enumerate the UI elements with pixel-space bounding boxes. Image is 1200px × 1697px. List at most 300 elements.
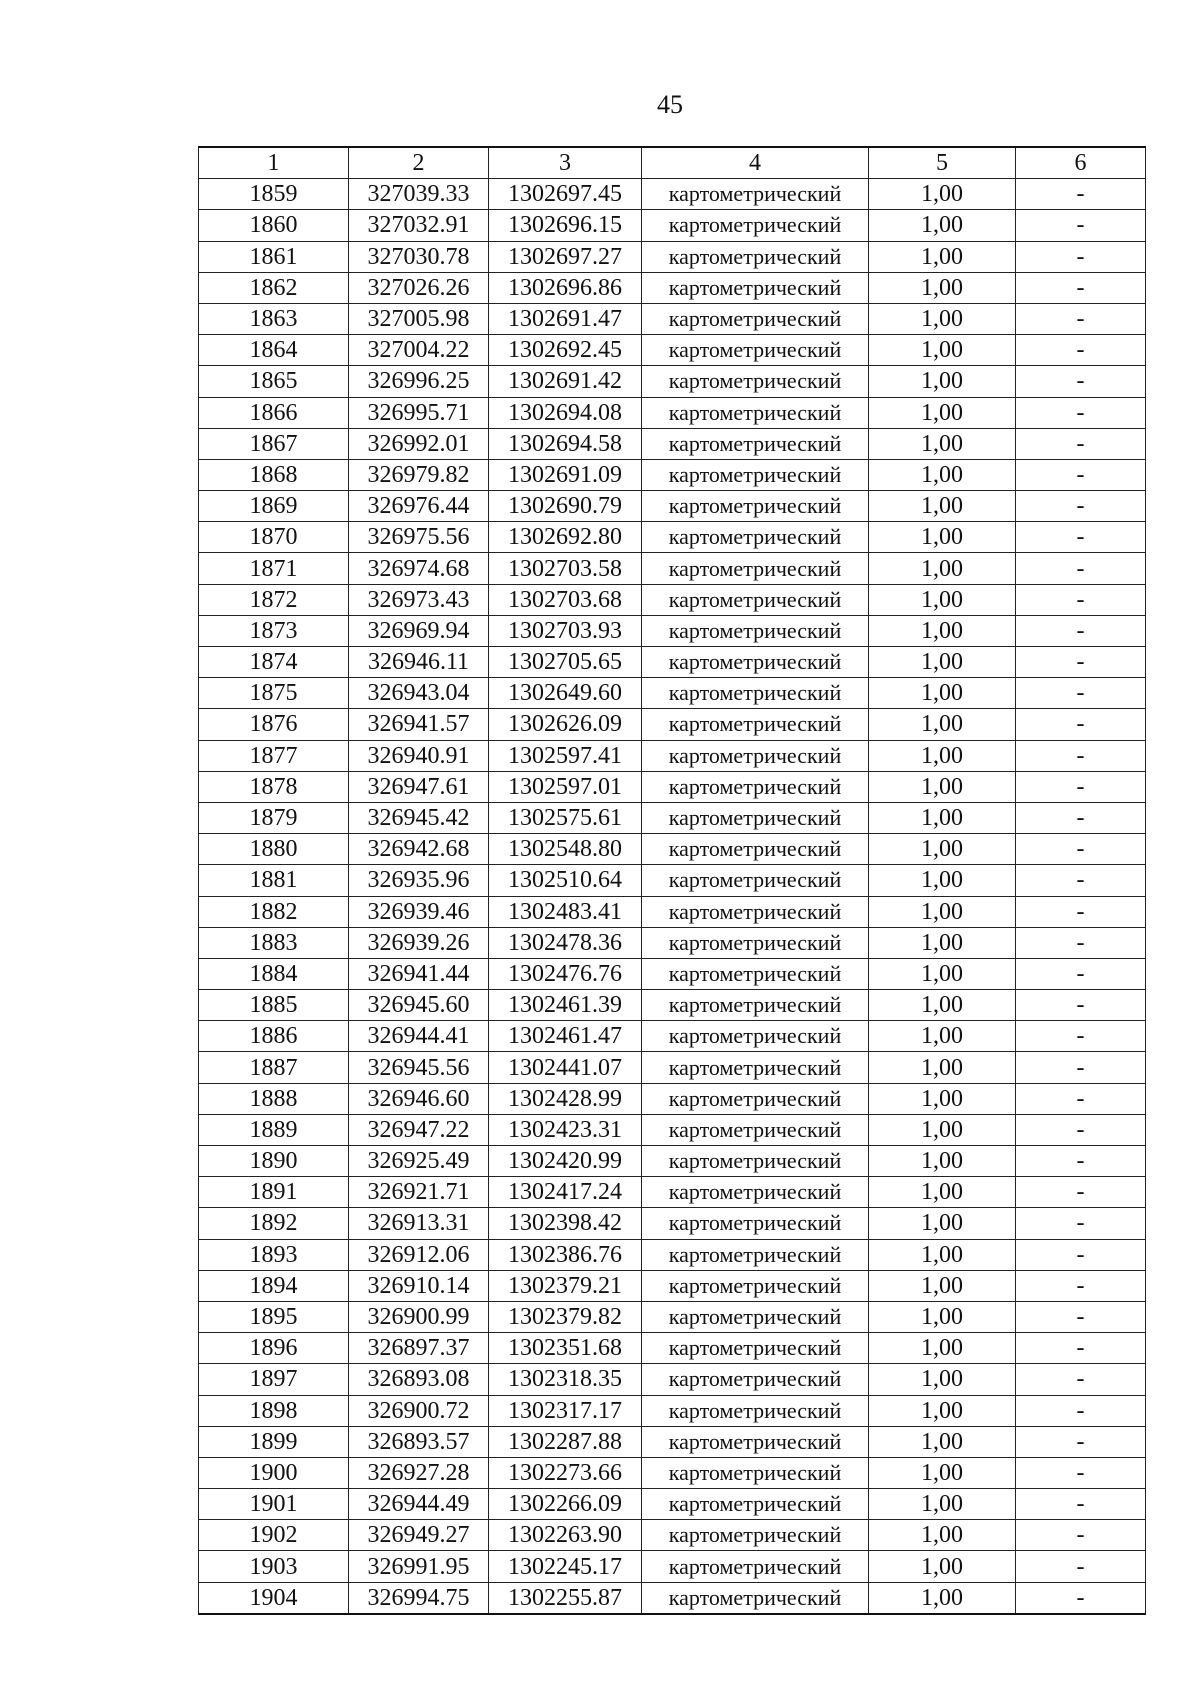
accuracy-cell: 1,00 [869, 1052, 1016, 1083]
accuracy-cell: 1,00 [869, 1457, 1016, 1488]
table-row [199, 584, 1146, 615]
y-coordinate-cell: 1302705.65 [489, 647, 642, 678]
y-coordinate-cell: 1302476.76 [489, 958, 642, 989]
x-coordinate-cell: 326979.82 [349, 459, 489, 490]
method-cell: картометрический [642, 1426, 869, 1457]
note-cell: - [1016, 1177, 1146, 1208]
point-number-cell: 1875 [199, 678, 349, 709]
table-row [199, 1551, 1146, 1582]
method-cell: картометрический [642, 1114, 869, 1145]
point-number-cell: 1876 [199, 709, 349, 740]
x-coordinate-cell: 326943.04 [349, 678, 489, 709]
table-row [199, 1239, 1146, 1270]
table-body [199, 147, 1146, 1614]
x-coordinate-cell: 326996.25 [349, 366, 489, 397]
point-number-cell: 1868 [199, 459, 349, 490]
method-cell: картометрический [642, 1270, 869, 1301]
method-cell: картометрический [642, 491, 869, 522]
note-cell: - [1016, 1395, 1146, 1426]
table-row [199, 834, 1146, 865]
method-cell: картометрический [642, 303, 869, 334]
note-cell: - [1016, 1364, 1146, 1395]
table-row [199, 1489, 1146, 1520]
note-cell: - [1016, 335, 1146, 366]
method-cell: картометрический [642, 1551, 869, 1582]
accuracy-cell: 1,00 [869, 491, 1016, 522]
method-cell: картометрический [642, 1177, 869, 1208]
y-coordinate-cell: 1302691.09 [489, 459, 642, 490]
y-coordinate-cell: 1302626.09 [489, 709, 642, 740]
note-cell: - [1016, 303, 1146, 334]
y-coordinate-cell: 1302287.88 [489, 1426, 642, 1457]
x-coordinate-cell: 327026.26 [349, 272, 489, 303]
x-coordinate-cell: 326944.41 [349, 1021, 489, 1052]
table-row [199, 491, 1146, 522]
point-number-cell: 1863 [199, 303, 349, 334]
point-number-cell: 1874 [199, 647, 349, 678]
x-coordinate-cell: 326947.61 [349, 771, 489, 802]
method-cell: картометрический [642, 1301, 869, 1332]
accuracy-cell: 1,00 [869, 1582, 1016, 1614]
x-coordinate-cell: 326991.95 [349, 1551, 489, 1582]
point-number-cell: 1899 [199, 1426, 349, 1457]
accuracy-cell: 1,00 [869, 241, 1016, 272]
y-coordinate-cell: 1302696.86 [489, 272, 642, 303]
x-coordinate-cell: 326946.60 [349, 1083, 489, 1114]
y-coordinate-cell: 1302428.99 [489, 1083, 642, 1114]
point-number-cell: 1897 [199, 1364, 349, 1395]
y-coordinate-cell: 1302379.21 [489, 1270, 642, 1301]
x-coordinate-cell: 326949.27 [349, 1520, 489, 1551]
note-cell: - [1016, 927, 1146, 958]
x-coordinate-cell: 326973.43 [349, 584, 489, 615]
table-row [199, 678, 1146, 709]
table-row [199, 1520, 1146, 1551]
method-cell: картометрический [642, 771, 869, 802]
table-row [199, 397, 1146, 428]
method-cell: картометрический [642, 834, 869, 865]
table-row [199, 459, 1146, 490]
table-row [199, 1426, 1146, 1457]
coordinates-table [198, 146, 1146, 1615]
table-row [199, 1364, 1146, 1395]
note-cell: - [1016, 491, 1146, 522]
point-number-cell: 1901 [199, 1489, 349, 1520]
point-number-cell: 1886 [199, 1021, 349, 1052]
method-cell: картометрический [642, 335, 869, 366]
point-number-cell: 1900 [199, 1457, 349, 1488]
method-cell: картометрический [642, 1146, 869, 1177]
table-row [199, 1052, 1146, 1083]
table-row [199, 1208, 1146, 1239]
note-cell: - [1016, 896, 1146, 927]
accuracy-cell: 1,00 [869, 1239, 1016, 1270]
x-coordinate-cell: 326942.68 [349, 834, 489, 865]
y-coordinate-cell: 1302649.60 [489, 678, 642, 709]
table-row [199, 740, 1146, 771]
y-coordinate-cell: 1302703.93 [489, 615, 642, 646]
note-cell: - [1016, 771, 1146, 802]
y-coordinate-cell: 1302351.68 [489, 1333, 642, 1364]
x-coordinate-cell: 326994.75 [349, 1582, 489, 1614]
x-coordinate-cell: 326939.26 [349, 927, 489, 958]
accuracy-cell: 1,00 [869, 1083, 1016, 1114]
method-cell: картометрический [642, 272, 869, 303]
method-cell: картометрический [642, 1395, 869, 1426]
table-row [199, 647, 1146, 678]
table-row [199, 1270, 1146, 1301]
table-row [199, 210, 1146, 241]
y-coordinate-cell: 1302694.08 [489, 397, 642, 428]
note-cell: - [1016, 1270, 1146, 1301]
point-number-cell: 1892 [199, 1208, 349, 1239]
x-coordinate-cell: 326974.68 [349, 553, 489, 584]
method-cell: картометрический [642, 1021, 869, 1052]
page-number: 45 [657, 90, 683, 119]
x-coordinate-cell: 326947.22 [349, 1114, 489, 1145]
note-cell: - [1016, 958, 1146, 989]
accuracy-cell: 1,00 [869, 990, 1016, 1021]
note-cell: - [1016, 1239, 1146, 1270]
note-cell: - [1016, 865, 1146, 896]
table-row [199, 709, 1146, 740]
point-number-cell: 1889 [199, 1114, 349, 1145]
note-cell: - [1016, 1052, 1146, 1083]
method-cell: картометрический [642, 210, 869, 241]
note-cell: - [1016, 1489, 1146, 1520]
y-coordinate-cell: 1302703.58 [489, 553, 642, 584]
method-cell: картометрический [642, 709, 869, 740]
table-row [199, 927, 1146, 958]
note-cell: - [1016, 990, 1146, 1021]
note-cell: - [1016, 1333, 1146, 1364]
accuracy-cell: 1,00 [869, 771, 1016, 802]
x-coordinate-cell: 326946.11 [349, 647, 489, 678]
table-row [199, 865, 1146, 896]
method-cell: картометрический [642, 896, 869, 927]
point-number-cell: 1873 [199, 615, 349, 646]
table-row [199, 366, 1146, 397]
note-cell: - [1016, 459, 1146, 490]
accuracy-cell: 1,00 [869, 210, 1016, 241]
point-number-cell: 1880 [199, 834, 349, 865]
method-cell: картометрический [642, 990, 869, 1021]
point-number-cell: 1879 [199, 802, 349, 833]
point-number-cell: 1862 [199, 272, 349, 303]
point-number-cell: 1883 [199, 927, 349, 958]
y-coordinate-cell: 1302548.80 [489, 834, 642, 865]
point-number-cell: 1860 [199, 210, 349, 241]
x-coordinate-cell: 326893.57 [349, 1426, 489, 1457]
column-header: 5 [869, 147, 1016, 179]
accuracy-cell: 1,00 [869, 1301, 1016, 1332]
point-number-cell: 1887 [199, 1052, 349, 1083]
accuracy-cell: 1,00 [869, 366, 1016, 397]
y-coordinate-cell: 1302597.41 [489, 740, 642, 771]
x-coordinate-cell: 326976.44 [349, 491, 489, 522]
method-cell: картометрический [642, 802, 869, 833]
y-coordinate-cell: 1302379.82 [489, 1301, 642, 1332]
note-cell: - [1016, 366, 1146, 397]
point-number-cell: 1902 [199, 1520, 349, 1551]
method-cell: картометрический [642, 522, 869, 553]
accuracy-cell: 1,00 [869, 1551, 1016, 1582]
x-coordinate-cell: 327005.98 [349, 303, 489, 334]
method-cell: картометрический [642, 459, 869, 490]
x-coordinate-cell: 327004.22 [349, 335, 489, 366]
note-cell: - [1016, 1083, 1146, 1114]
method-cell: картометрический [642, 615, 869, 646]
method-cell: картометрический [642, 1364, 869, 1395]
x-coordinate-cell: 326941.57 [349, 709, 489, 740]
accuracy-cell: 1,00 [869, 1146, 1016, 1177]
accuracy-cell: 1,00 [869, 1489, 1016, 1520]
table-row [199, 896, 1146, 927]
table-row [199, 1333, 1146, 1364]
x-coordinate-cell: 326912.06 [349, 1239, 489, 1270]
x-coordinate-cell: 326927.28 [349, 1457, 489, 1488]
accuracy-cell: 1,00 [869, 459, 1016, 490]
x-coordinate-cell: 326900.99 [349, 1301, 489, 1332]
y-coordinate-cell: 1302461.47 [489, 1021, 642, 1052]
accuracy-cell: 1,00 [869, 709, 1016, 740]
method-cell: картометрический [642, 958, 869, 989]
point-number-cell: 1877 [199, 740, 349, 771]
x-coordinate-cell: 326941.44 [349, 958, 489, 989]
point-number-cell: 1864 [199, 335, 349, 366]
point-number-cell: 1881 [199, 865, 349, 896]
accuracy-cell: 1,00 [869, 1270, 1016, 1301]
note-cell: - [1016, 1208, 1146, 1239]
note-cell: - [1016, 834, 1146, 865]
note-cell: - [1016, 1114, 1146, 1145]
x-coordinate-cell: 327032.91 [349, 210, 489, 241]
method-cell: картометрический [642, 1208, 869, 1239]
point-number-cell: 1884 [199, 958, 349, 989]
x-coordinate-cell: 326975.56 [349, 522, 489, 553]
y-coordinate-cell: 1302386.76 [489, 1239, 642, 1270]
point-number-cell: 1904 [199, 1582, 349, 1614]
y-coordinate-cell: 1302420.99 [489, 1146, 642, 1177]
x-coordinate-cell: 326945.42 [349, 802, 489, 833]
method-cell: картометрический [642, 678, 869, 709]
accuracy-cell: 1,00 [869, 802, 1016, 833]
table-row [199, 615, 1146, 646]
point-number-cell: 1903 [199, 1551, 349, 1582]
table-row [199, 522, 1146, 553]
point-number-cell: 1861 [199, 241, 349, 272]
table-row [199, 1582, 1146, 1614]
note-cell: - [1016, 1551, 1146, 1582]
point-number-cell: 1885 [199, 990, 349, 1021]
table-row [199, 1146, 1146, 1177]
table-row [199, 802, 1146, 833]
x-coordinate-cell: 326969.94 [349, 615, 489, 646]
method-cell: картометрический [642, 179, 869, 210]
y-coordinate-cell: 1302575.61 [489, 802, 642, 833]
x-coordinate-cell: 326944.49 [349, 1489, 489, 1520]
method-cell: картометрический [642, 553, 869, 584]
column-header: 1 [199, 147, 349, 179]
y-coordinate-cell: 1302441.07 [489, 1052, 642, 1083]
x-coordinate-cell: 326945.60 [349, 990, 489, 1021]
y-coordinate-cell: 1302461.39 [489, 990, 642, 1021]
y-coordinate-cell: 1302266.09 [489, 1489, 642, 1520]
note-cell: - [1016, 397, 1146, 428]
x-coordinate-cell: 326935.96 [349, 865, 489, 896]
note-cell: - [1016, 241, 1146, 272]
y-coordinate-cell: 1302255.87 [489, 1582, 642, 1614]
method-cell: картометрический [642, 1489, 869, 1520]
point-number-cell: 1871 [199, 553, 349, 584]
y-coordinate-cell: 1302696.15 [489, 210, 642, 241]
point-number-cell: 1891 [199, 1177, 349, 1208]
accuracy-cell: 1,00 [869, 834, 1016, 865]
note-cell: - [1016, 740, 1146, 771]
accuracy-cell: 1,00 [869, 428, 1016, 459]
point-number-cell: 1896 [199, 1333, 349, 1364]
point-number-cell: 1859 [199, 179, 349, 210]
table-row [199, 1021, 1146, 1052]
table-row [199, 1083, 1146, 1114]
point-number-cell: 1872 [199, 584, 349, 615]
method-cell: картометрический [642, 647, 869, 678]
y-coordinate-cell: 1302690.79 [489, 491, 642, 522]
method-cell: картометрический [642, 1457, 869, 1488]
method-cell: картометрический [642, 428, 869, 459]
accuracy-cell: 1,00 [869, 678, 1016, 709]
y-coordinate-cell: 1302691.47 [489, 303, 642, 334]
table-row [199, 958, 1146, 989]
table-header-row [199, 147, 1146, 179]
y-coordinate-cell: 1302263.90 [489, 1520, 642, 1551]
accuracy-cell: 1,00 [869, 1114, 1016, 1145]
method-cell: картометрический [642, 366, 869, 397]
x-coordinate-cell: 326945.56 [349, 1052, 489, 1083]
x-coordinate-cell: 326897.37 [349, 1333, 489, 1364]
accuracy-cell: 1,00 [869, 397, 1016, 428]
y-coordinate-cell: 1302692.45 [489, 335, 642, 366]
column-header: 2 [349, 147, 489, 179]
x-coordinate-cell: 327030.78 [349, 241, 489, 272]
method-cell: картометрический [642, 584, 869, 615]
x-coordinate-cell: 326992.01 [349, 428, 489, 459]
point-number-cell: 1867 [199, 428, 349, 459]
method-cell: картометрический [642, 1582, 869, 1614]
note-cell: - [1016, 802, 1146, 833]
note-cell: - [1016, 272, 1146, 303]
accuracy-cell: 1,00 [869, 1426, 1016, 1457]
accuracy-cell: 1,00 [869, 1520, 1016, 1551]
y-coordinate-cell: 1302691.42 [489, 366, 642, 397]
note-cell: - [1016, 553, 1146, 584]
method-cell: картометрический [642, 1083, 869, 1114]
accuracy-cell: 1,00 [869, 865, 1016, 896]
x-coordinate-cell: 326913.31 [349, 1208, 489, 1239]
y-coordinate-cell: 1302273.66 [489, 1457, 642, 1488]
note-cell: - [1016, 647, 1146, 678]
accuracy-cell: 1,00 [869, 1208, 1016, 1239]
point-number-cell: 1865 [199, 366, 349, 397]
table-row [199, 179, 1146, 210]
accuracy-cell: 1,00 [869, 615, 1016, 646]
note-cell: - [1016, 1146, 1146, 1177]
column-header: 6 [1016, 147, 1146, 179]
y-coordinate-cell: 1302510.64 [489, 865, 642, 896]
method-cell: картометрический [642, 740, 869, 771]
y-coordinate-cell: 1302697.27 [489, 241, 642, 272]
accuracy-cell: 1,00 [869, 553, 1016, 584]
note-cell: - [1016, 1301, 1146, 1332]
point-number-cell: 1895 [199, 1301, 349, 1332]
method-cell: картометрический [642, 1333, 869, 1364]
point-number-cell: 1890 [199, 1146, 349, 1177]
accuracy-cell: 1,00 [869, 1021, 1016, 1052]
note-cell: - [1016, 1426, 1146, 1457]
y-coordinate-cell: 1302694.58 [489, 428, 642, 459]
note-cell: - [1016, 210, 1146, 241]
accuracy-cell: 1,00 [869, 1364, 1016, 1395]
accuracy-cell: 1,00 [869, 896, 1016, 927]
y-coordinate-cell: 1302317.17 [489, 1395, 642, 1426]
x-coordinate-cell: 327039.33 [349, 179, 489, 210]
table-row [199, 1457, 1146, 1488]
table-row [199, 241, 1146, 272]
point-number-cell: 1893 [199, 1239, 349, 1270]
accuracy-cell: 1,00 [869, 335, 1016, 366]
column-header: 3 [489, 147, 642, 179]
point-number-cell: 1888 [199, 1083, 349, 1114]
table-row [199, 1114, 1146, 1145]
accuracy-cell: 1,00 [869, 647, 1016, 678]
point-number-cell: 1869 [199, 491, 349, 522]
point-number-cell: 1882 [199, 896, 349, 927]
x-coordinate-cell: 326900.72 [349, 1395, 489, 1426]
method-cell: картометрический [642, 241, 869, 272]
y-coordinate-cell: 1302417.24 [489, 1177, 642, 1208]
note-cell: - [1016, 1021, 1146, 1052]
x-coordinate-cell: 326925.49 [349, 1146, 489, 1177]
table-row [199, 1301, 1146, 1332]
point-number-cell: 1898 [199, 1395, 349, 1426]
point-number-cell: 1866 [199, 397, 349, 428]
y-coordinate-cell: 1302692.80 [489, 522, 642, 553]
table-row [199, 990, 1146, 1021]
table-row [199, 335, 1146, 366]
x-coordinate-cell: 326893.08 [349, 1364, 489, 1395]
y-coordinate-cell: 1302703.68 [489, 584, 642, 615]
method-cell: картометрический [642, 1520, 869, 1551]
y-coordinate-cell: 1302697.45 [489, 179, 642, 210]
method-cell: картометрический [642, 927, 869, 958]
column-header: 4 [642, 147, 869, 179]
note-cell: - [1016, 1520, 1146, 1551]
table-row [199, 303, 1146, 334]
note-cell: - [1016, 179, 1146, 210]
note-cell: - [1016, 584, 1146, 615]
point-number-cell: 1870 [199, 522, 349, 553]
method-cell: картометрический [642, 865, 869, 896]
note-cell: - [1016, 615, 1146, 646]
point-number-cell: 1878 [199, 771, 349, 802]
method-cell: картометрический [642, 1239, 869, 1270]
accuracy-cell: 1,00 [869, 740, 1016, 771]
x-coordinate-cell: 326940.91 [349, 740, 489, 771]
accuracy-cell: 1,00 [869, 958, 1016, 989]
accuracy-cell: 1,00 [869, 1177, 1016, 1208]
accuracy-cell: 1,00 [869, 179, 1016, 210]
accuracy-cell: 1,00 [869, 1395, 1016, 1426]
